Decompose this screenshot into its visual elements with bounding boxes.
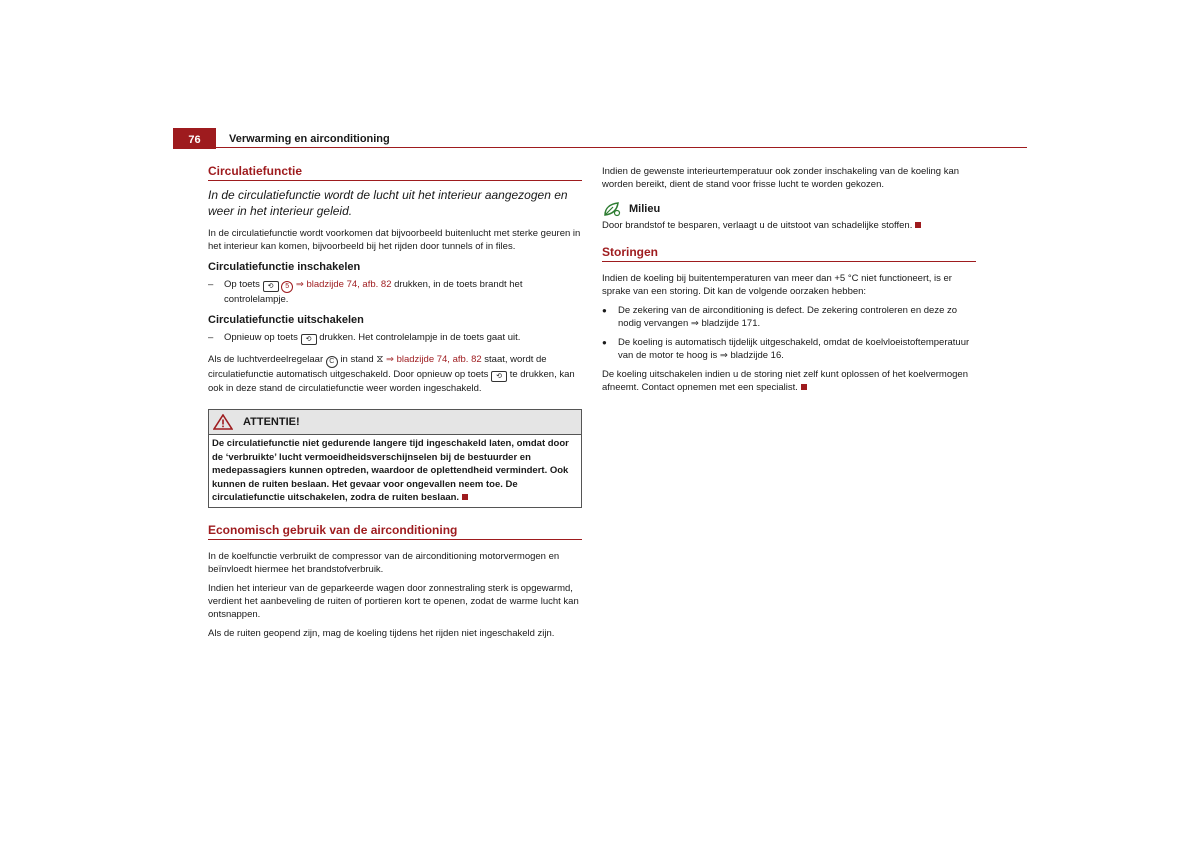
section-title-economisch: Economisch gebruik van de airconditioning [208, 524, 582, 540]
recirculation-key-icon: ⟲ [491, 371, 507, 382]
callout-circle: C [326, 356, 338, 368]
paragraph: Als de ruiten geopend zijn, mag de koeling tijdens het rijden niet ingeschakeld zijn. [208, 627, 555, 639]
warning-triangle-icon [213, 414, 233, 430]
environment-leaf-icon [602, 201, 622, 217]
paragraph: In de circulatiefunctie wordt voorkomen dat bijvoorbeeld buitenlucht met sterke geuren in het interieur kan komen, bijvoorbeeld bij het rijden door tunnels of in files. [208, 228, 581, 252]
right-column [602, 165, 976, 400]
environment-header [602, 201, 976, 217]
section-title-storingen: Storingen [602, 246, 976, 262]
subsection-title-uitschakelen: Circulatiefunctie uitschakelen [208, 314, 364, 326]
paragraph-text: De koeling uitschakelen indien u de storing niet zelf kunt oplossen of het koelvermogen afneemt. Contact opnemen met een specialist. [602, 369, 968, 393]
list-item [208, 278, 582, 306]
paragraph: In de koelfunctie verbruikt de compressor van de airconditioning motorvermogen en beïnvloedt hiermee het brandstofverbruik. [208, 550, 560, 575]
list-item [208, 331, 582, 345]
warning-header [209, 410, 581, 435]
end-mark-icon [915, 222, 921, 228]
recirculation-key-icon: ⟲ [301, 334, 317, 345]
end-mark-icon [801, 384, 807, 390]
page-header [173, 128, 1027, 149]
note-text: Als de luchtverdeelregelaar [208, 354, 324, 365]
subsection-title-inschakelen: Circulatiefunctie inschakelen [208, 261, 361, 273]
note-text: in stand [340, 354, 374, 365]
section-title-circulatiefunctie: Circulatiefunctie [208, 165, 582, 181]
note-text: staat, wordt de circulatiefunctie automatisch uitgeschakeld. Door opnieuw op toets [208, 354, 547, 380]
page-reference-link[interactable]: ⇒ bladzijde 74, afb. 82 [295, 279, 392, 290]
note-paragraph [208, 353, 582, 395]
warning-text: De circulatiefunctie niet gedurende langere tijd ingeschakeld laten, omdat door de ‘verbruikte’ lucht vermoeidheidsverschijnselen bij de bestuurder en medepassagiers kunnen optreden, waardoor de oplettendheid vermindert. Ook kunnen de ruiten beslaan. Het gevaar voor ongevallen neem toe. De circulatiefunctie uitschakelen, zodra de ruiten beslaan. [212, 438, 569, 503]
page-reference-link[interactable]: ⇒ bladzijde 74, afb. 82 [386, 354, 482, 365]
header-rule [216, 147, 1027, 148]
paragraph: Indien de koeling bij buitentemperaturen van meer dan +5 °C niet functioneert, is er sprake van een storing. Dit kan de volgende oorzaken hebben: [602, 273, 952, 297]
paragraph: Indien de gewenste interieurtemperatuur ook zonder inschakeling van de koeling kan worden bereikt, dient de stand voor frisse lucht te worden gekozen. [602, 166, 960, 190]
note-text: te drukken, kan ook in deze stand de circulatiefunctie weer worden ingeschakeld. [208, 369, 575, 394]
recirculation-key-icon: ⟲ [263, 281, 279, 292]
end-mark-icon [462, 494, 468, 500]
warning-box [208, 409, 582, 508]
list-text: drukken. Het controlelampje in de toets gaat uit. [319, 332, 521, 343]
list-item: ● De koeling is automatisch tijdelijk uitgeschakeld, omdat de koelvloeistoftemperatuur van de motor te hoog is ⇒ bladzijde 16. [602, 336, 976, 362]
paragraph-text: Door brandstof te besparen, verlaagt u de uitstoot van schadelijke stoffen. [602, 220, 913, 231]
list-text: Opnieuw op toets [224, 332, 298, 343]
paragraph: Indien het interieur van de geparkeerde wagen door zonnestraling sterk is opgewarmd, verdient het aanbeveling de ruiten of portieren kort te openen, zodat de warme lucht kan ontsnappen. [208, 582, 579, 620]
left-column [208, 165, 582, 646]
chapter-title: Verwarming en airconditioning [229, 133, 390, 145]
windshield-defrost-icon: ⧖ [376, 354, 384, 365]
list-text: drukken, in de toets brandt het controlelampje. [224, 279, 523, 305]
environment-label: Milieu [629, 202, 661, 215]
list-text: Op toets [224, 279, 260, 290]
environment-text [602, 219, 976, 232]
lead-text: In de circulatiefunctie wordt de lucht uit het interieur aangezogen en weer in het interieur geleid. [208, 188, 568, 218]
list-item: ● De zekering van de airconditioning is defect. De zekering controleren en deze zo nodig vervangen ⇒ bladzijde 171. [602, 304, 976, 330]
warning-label: ATTENTIE! [243, 415, 300, 428]
warning-body [209, 435, 581, 507]
page-number: 76 [173, 128, 216, 149]
paragraph-end [602, 368, 976, 394]
callout-circle: 5 [281, 281, 293, 293]
